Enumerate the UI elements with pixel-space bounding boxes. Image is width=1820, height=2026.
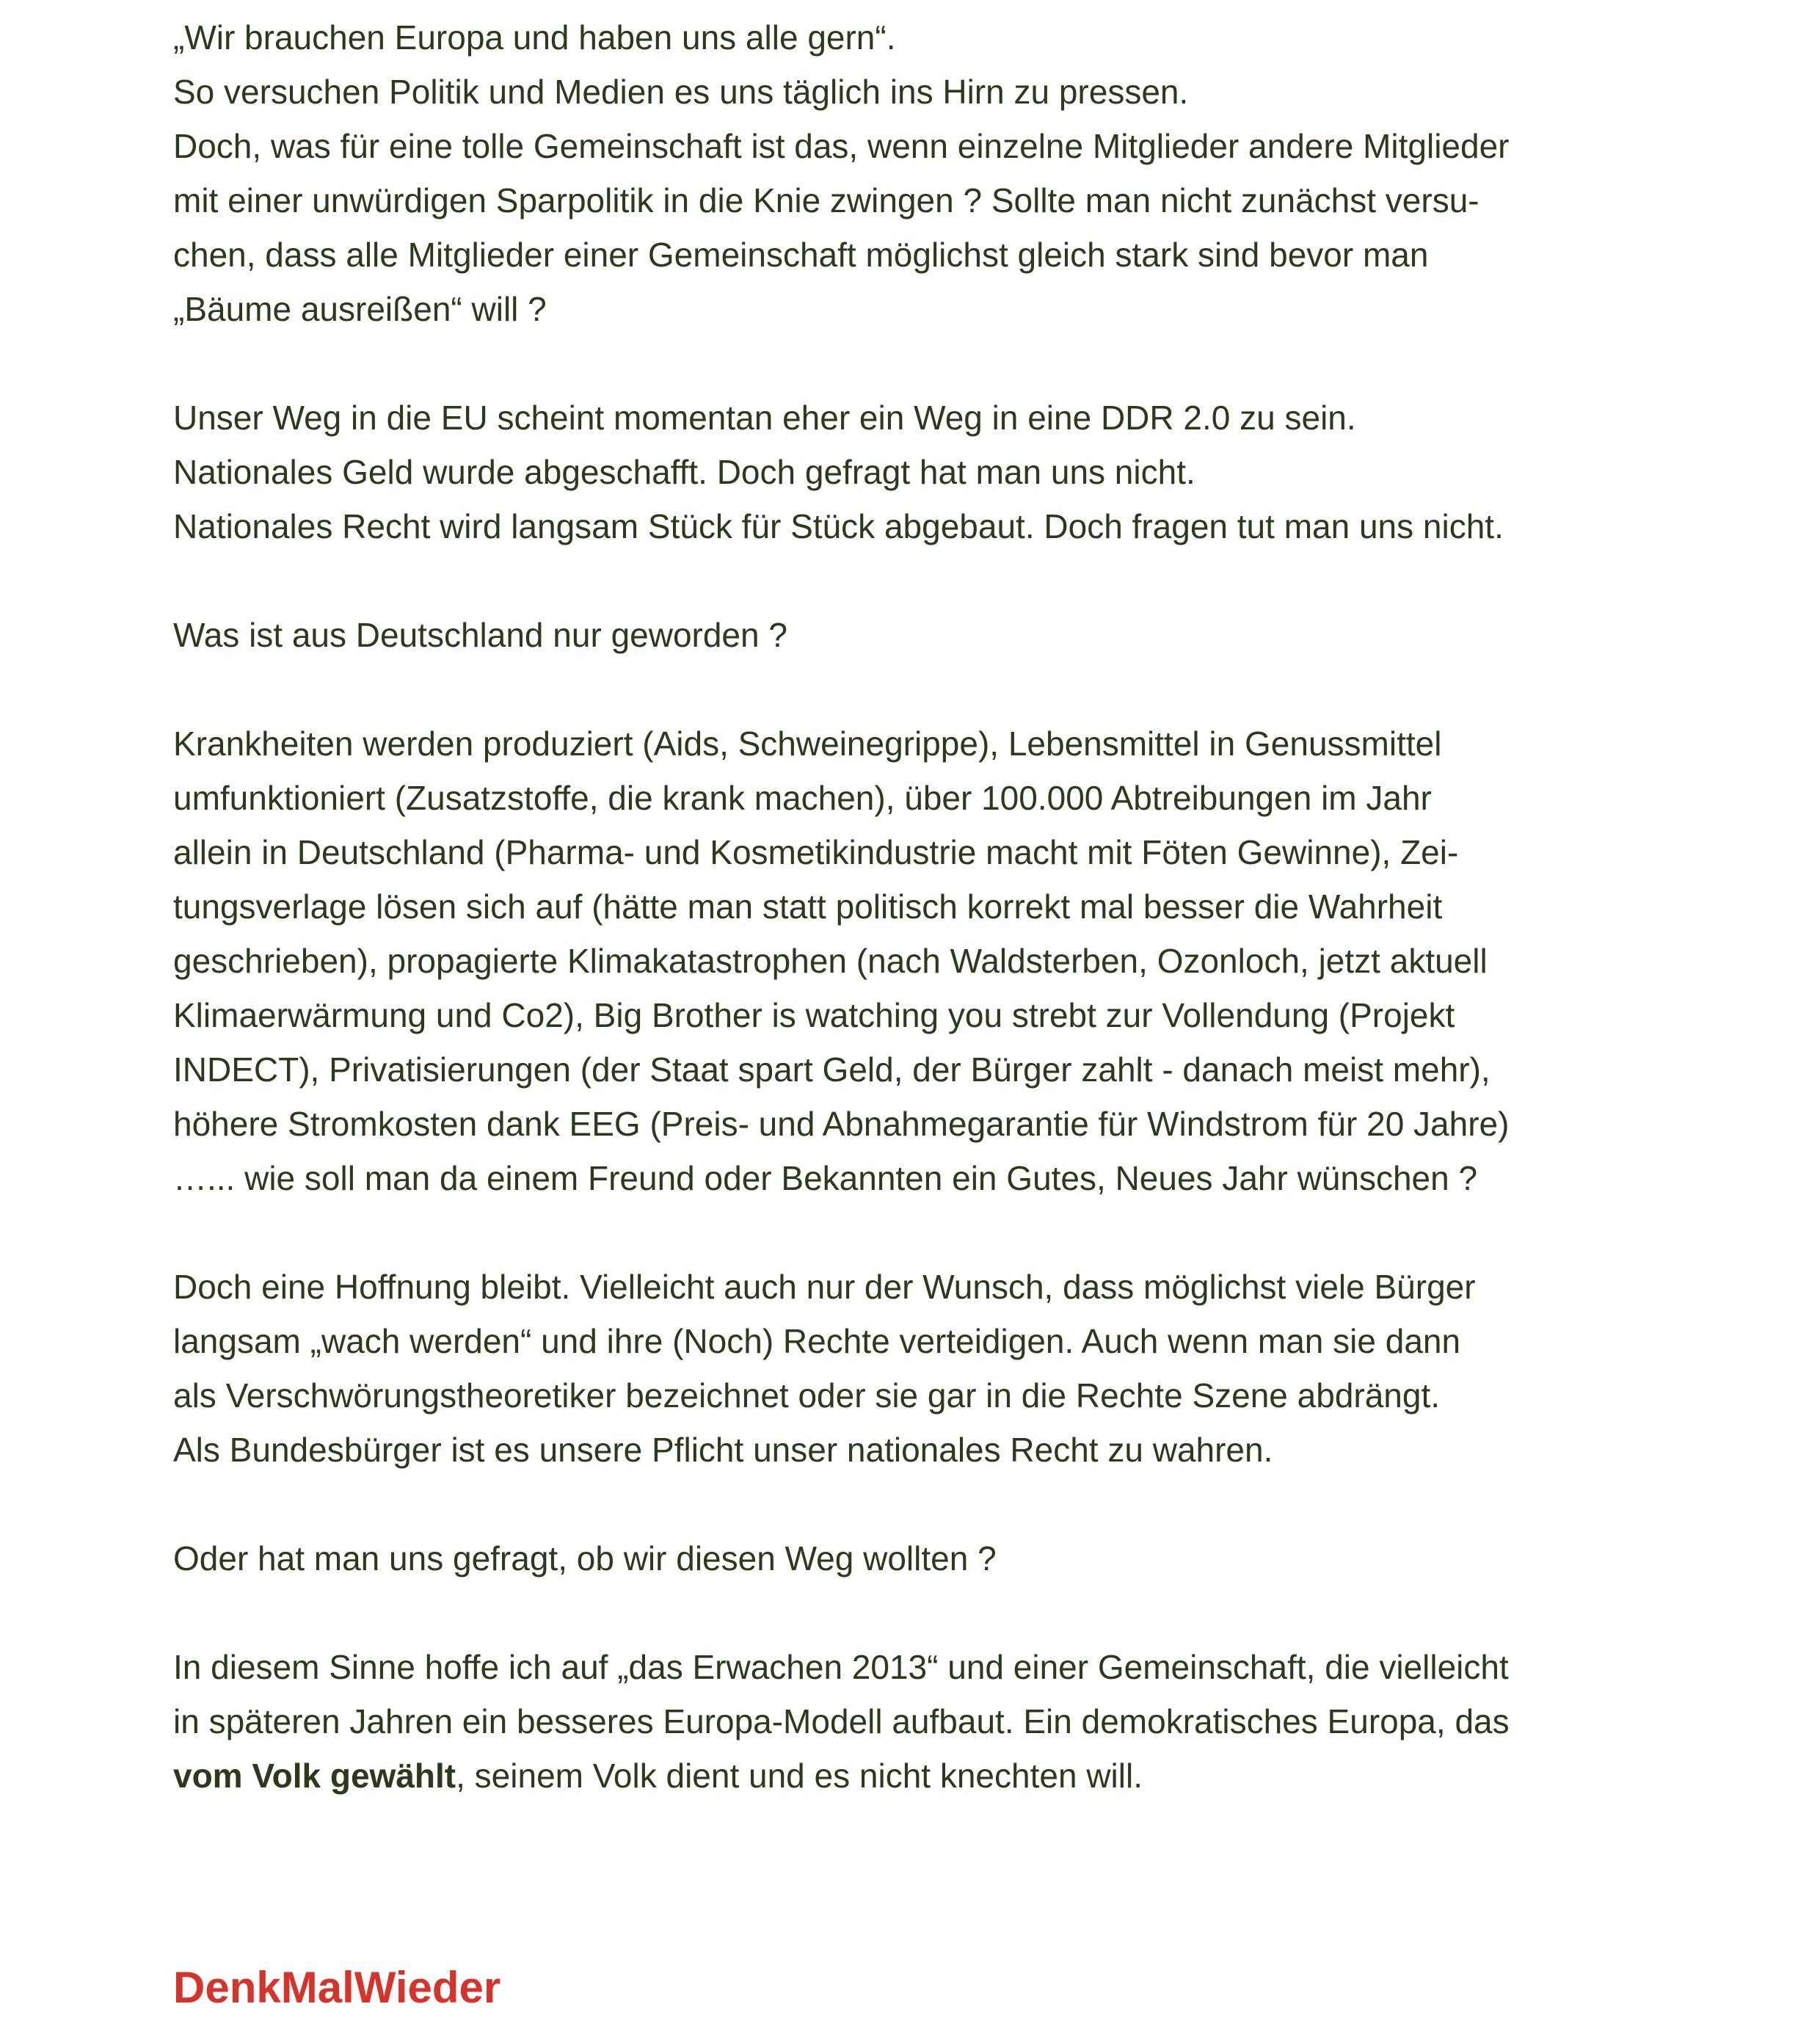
text-line: Nationales Geld wurde abgeschafft. Doch gefragt hat man uns nicht. [173, 453, 1195, 491]
text-line: Nationales Recht wird langsam Stück für Stück abgebaut. Doch fragen tut man uns nicht. [173, 507, 1504, 545]
text-line: umfunktioniert (Zusatzstoffe, die krank machen), über 100.000 Abtreibungen im Jahr [173, 779, 1432, 817]
signature: DenkMalWieder [173, 1963, 501, 2012]
text-line: INDECT), Privatisierungen (der Staat spart Geld, der Bürger zahlt - danach meist mehr), [173, 1050, 1490, 1089]
text-line-mixed [173, 1749, 1670, 1803]
text-line: „Wir brauchen Europa und haben uns alle gern“. [173, 18, 896, 57]
text-line: mit einer unwürdigen Sparpolitik in die Knie zwingen ? Sollte man nicht zunächst versu- [173, 181, 1479, 219]
text-line: allein in Deutschland (Pharma- und Kosmetikindustrie macht mit Föten Gewinne), Zei- [173, 833, 1459, 871]
text-line: Doch eine Hoffnung bleibt. Vielleicht auch nur der Wunsch, dass möglichst viele Bürger [173, 1268, 1476, 1306]
text-line: Klimaerwärmung und Co2), Big Brother is watching you strebt zur Vollendung (Projekt [173, 996, 1455, 1034]
paragraph-closing [173, 1640, 1670, 1803]
text-line: Oder hat man uns gefragt, ob wir diesen Weg wollten ? [173, 1539, 997, 1577]
text-line: geschrieben), propagierte Klimakatastrophen (nach Waldsterben, Ozonloch, jetzt aktuell [173, 942, 1488, 980]
text-line: höhere Stromkosten dank EEG (Preis- und Abnahmegarantie für Windstrom für 20 Jahre) [173, 1105, 1510, 1143]
paragraph-hoffnung [173, 1260, 1670, 1477]
text-line: So versuchen Politik und Medien es uns täglich ins Hirn zu pressen. [173, 73, 1189, 111]
text-line: „Bäume ausreißen“ will ? [173, 290, 547, 328]
text-line: Unser Weg in die EU scheint momentan eher ein Weg in eine DDR 2.0 zu sein. [173, 399, 1356, 437]
paragraph-europa [173, 10, 1670, 336]
text-line: chen, dass alle Mitglieder einer Gemeinschaft möglichst gleich stark sind bevor man [173, 236, 1429, 274]
bold-phrase: vom Volk gewählt [173, 1757, 456, 1795]
paragraph-gefragt [173, 1531, 1670, 1586]
text-line: Doch, was für eine tolle Gemeinschaft ist das, wenn einzelne Mitglieder andere Mitglieder [173, 127, 1510, 165]
text-line: Als Bundesbürger ist es unsere Pflicht unser nationales Recht zu wahren. [173, 1431, 1273, 1469]
paragraph-krankheiten [173, 716, 1670, 1205]
text-line: …... wie soll man da einem Freund oder Bekannten ein Gutes, Neues Jahr wünschen ? [173, 1159, 1478, 1197]
paragraph-eu-weg [173, 391, 1670, 553]
text-line: Krankheiten werden produziert (Aids, Schweinegrippe), Lebensmittel in Genussmittel [173, 725, 1442, 763]
document-body [173, 10, 1670, 1857]
text-line: In diesem Sinne hoffe ich auf „das Erwachen 2013“ und einer Gemeinschaft, die vielleicht [173, 1648, 1509, 1686]
text-line: tungsverlage lösen sich auf (hätte man statt politisch korrekt mal besser die Wahrheit [173, 887, 1443, 926]
text-line: als Verschwörungstheoretiker bezeichnet oder sie gar in die Rechte Szene abdrängt. [173, 1376, 1441, 1415]
text-fragment: , seinem Volk dient und es nicht knechten will. [456, 1757, 1143, 1795]
text-line: langsam „wach werden“ und ihre (Noch) Rechte verteidigen. Auch wenn man sie dann [173, 1322, 1461, 1360]
text-line: Was ist aus Deutschland nur geworden ? [173, 616, 787, 654]
text-line: in späteren Jahren ein besseres Europa-Modell aufbaut. Ein demokratisches Europa, das [173, 1702, 1510, 1740]
paragraph-deutschland [173, 608, 1670, 662]
